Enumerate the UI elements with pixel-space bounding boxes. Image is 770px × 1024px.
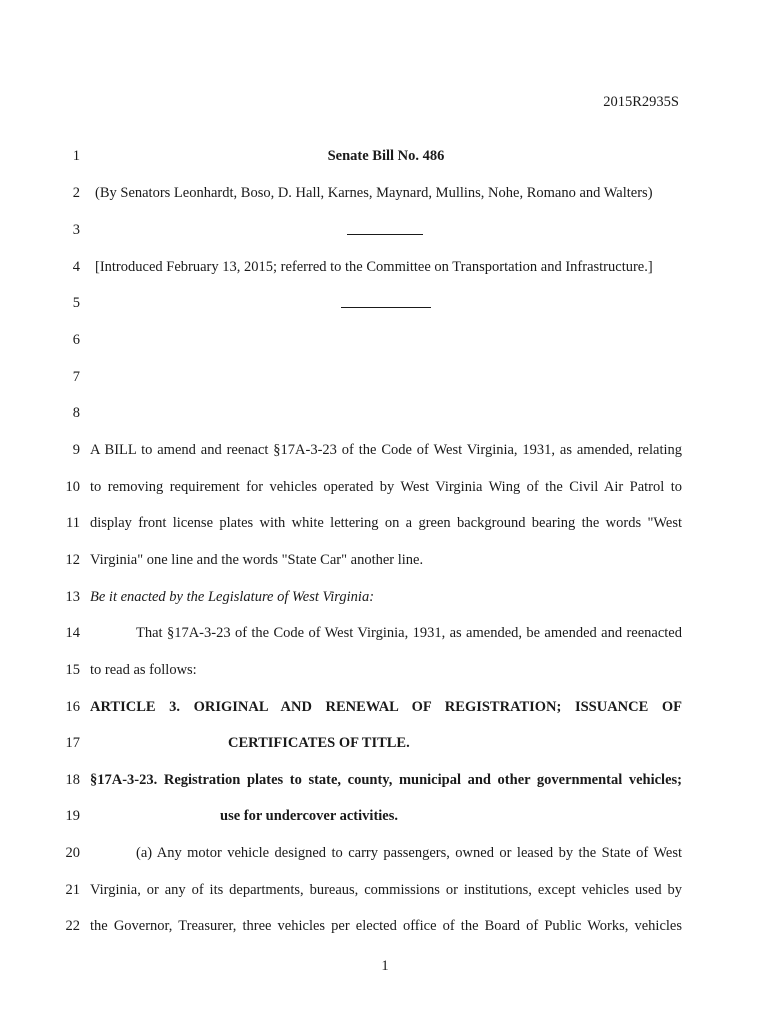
bill-text: the Governor, Treasurer, three vehicles per elected office of the Board of Public Works, vehicles xyxy=(90,918,682,934)
separator-rule xyxy=(347,220,423,240)
bill-text: Virginia, or any of its departments, bureaus, commissions or institutions, except vehicles used by xyxy=(90,882,682,898)
bill-text: to read as follows: xyxy=(90,662,197,678)
line-8 xyxy=(0,403,770,423)
line-number: 17 xyxy=(65,735,80,751)
page-number: 1 xyxy=(381,958,389,974)
line-21 xyxy=(0,880,770,900)
line-6 xyxy=(0,330,770,350)
sponsors-line: (By Senators Leonhardt, Boso, D. Hall, Karnes, Maynard, Mullins, Nohe, Romano and Walters) xyxy=(95,185,653,201)
enacting-clause: Be it enacted by the Legislature of West Virginia: xyxy=(90,589,375,605)
bill-text: Virginia" one line and the words "State Car" another line. xyxy=(90,552,424,568)
line-9 xyxy=(0,440,770,460)
section-heading-cont: use for undercover activities. xyxy=(220,808,399,824)
bill-title: Senate Bill No. 486 xyxy=(327,148,445,164)
line-number: 6 xyxy=(72,332,80,348)
line-number: 8 xyxy=(72,405,80,421)
separator-rule xyxy=(341,293,431,313)
line-number: 15 xyxy=(65,662,80,678)
line-4 xyxy=(0,257,770,277)
line-7 xyxy=(0,367,770,387)
line-16 xyxy=(0,697,770,717)
line-12 xyxy=(0,550,770,570)
article-heading: ARTICLE 3. ORIGINAL AND RENEWAL OF REGISTRATION; ISSUANCE OF xyxy=(90,699,682,715)
line-11 xyxy=(0,513,770,533)
bill-text: That §17A-3-23 of the Code of West Virginia, 1931, as amended, be amended and reenacted xyxy=(136,625,682,641)
bill-text: (a) Any motor vehicle designed to carry passengers, owned or leased by the State of West xyxy=(136,845,682,861)
line-number: 12 xyxy=(65,552,80,568)
line-number: 1 xyxy=(72,148,80,164)
bill-text: A BILL to amend and reenact §17A-3-23 of the Code of West Virginia, 1931, as amended, relating xyxy=(90,442,682,458)
line-number: 21 xyxy=(65,882,80,898)
line-20 xyxy=(0,843,770,863)
line-10 xyxy=(0,477,770,497)
line-3 xyxy=(0,220,770,240)
line-number: 20 xyxy=(65,845,80,861)
line-5 xyxy=(0,293,770,313)
line-13 xyxy=(0,587,770,607)
line-2 xyxy=(0,183,770,203)
line-14 xyxy=(0,623,770,643)
line-15 xyxy=(0,660,770,680)
line-number: 5 xyxy=(72,295,80,311)
line-1 xyxy=(0,146,770,166)
introduced-line: [Introduced February 13, 2015; referred to the Committee on Transportation and Infrastructure.] xyxy=(95,259,653,275)
line-number: 14 xyxy=(65,625,80,641)
line-number: 22 xyxy=(65,918,80,934)
document-id: 2015R2935S xyxy=(603,94,679,110)
line-number: 4 xyxy=(72,259,80,275)
line-number: 11 xyxy=(66,515,80,531)
line-18 xyxy=(0,770,770,790)
line-number: 13 xyxy=(65,589,80,605)
line-number: 10 xyxy=(65,479,80,495)
bill-text: to removing requirement for vehicles operated by West Virginia Wing of the Civil Air Patrol to xyxy=(90,479,682,495)
bill-text: display front license plates with white lettering on a green background bearing the words "West xyxy=(90,515,682,531)
line-number: 2 xyxy=(72,185,80,201)
line-19 xyxy=(0,806,770,826)
line-number: 3 xyxy=(72,222,80,238)
line-number: 9 xyxy=(72,442,80,458)
line-number: 19 xyxy=(65,808,80,824)
line-17 xyxy=(0,733,770,753)
line-number: 7 xyxy=(72,369,80,385)
line-22 xyxy=(0,916,770,936)
line-number: 18 xyxy=(65,772,80,788)
section-heading: §17A-3-23. Registration plates to state, county, municipal and other governmental vehicles; xyxy=(90,772,682,788)
line-number: 16 xyxy=(65,699,80,715)
article-heading-cont: CERTIFICATES OF TITLE. xyxy=(228,735,410,751)
